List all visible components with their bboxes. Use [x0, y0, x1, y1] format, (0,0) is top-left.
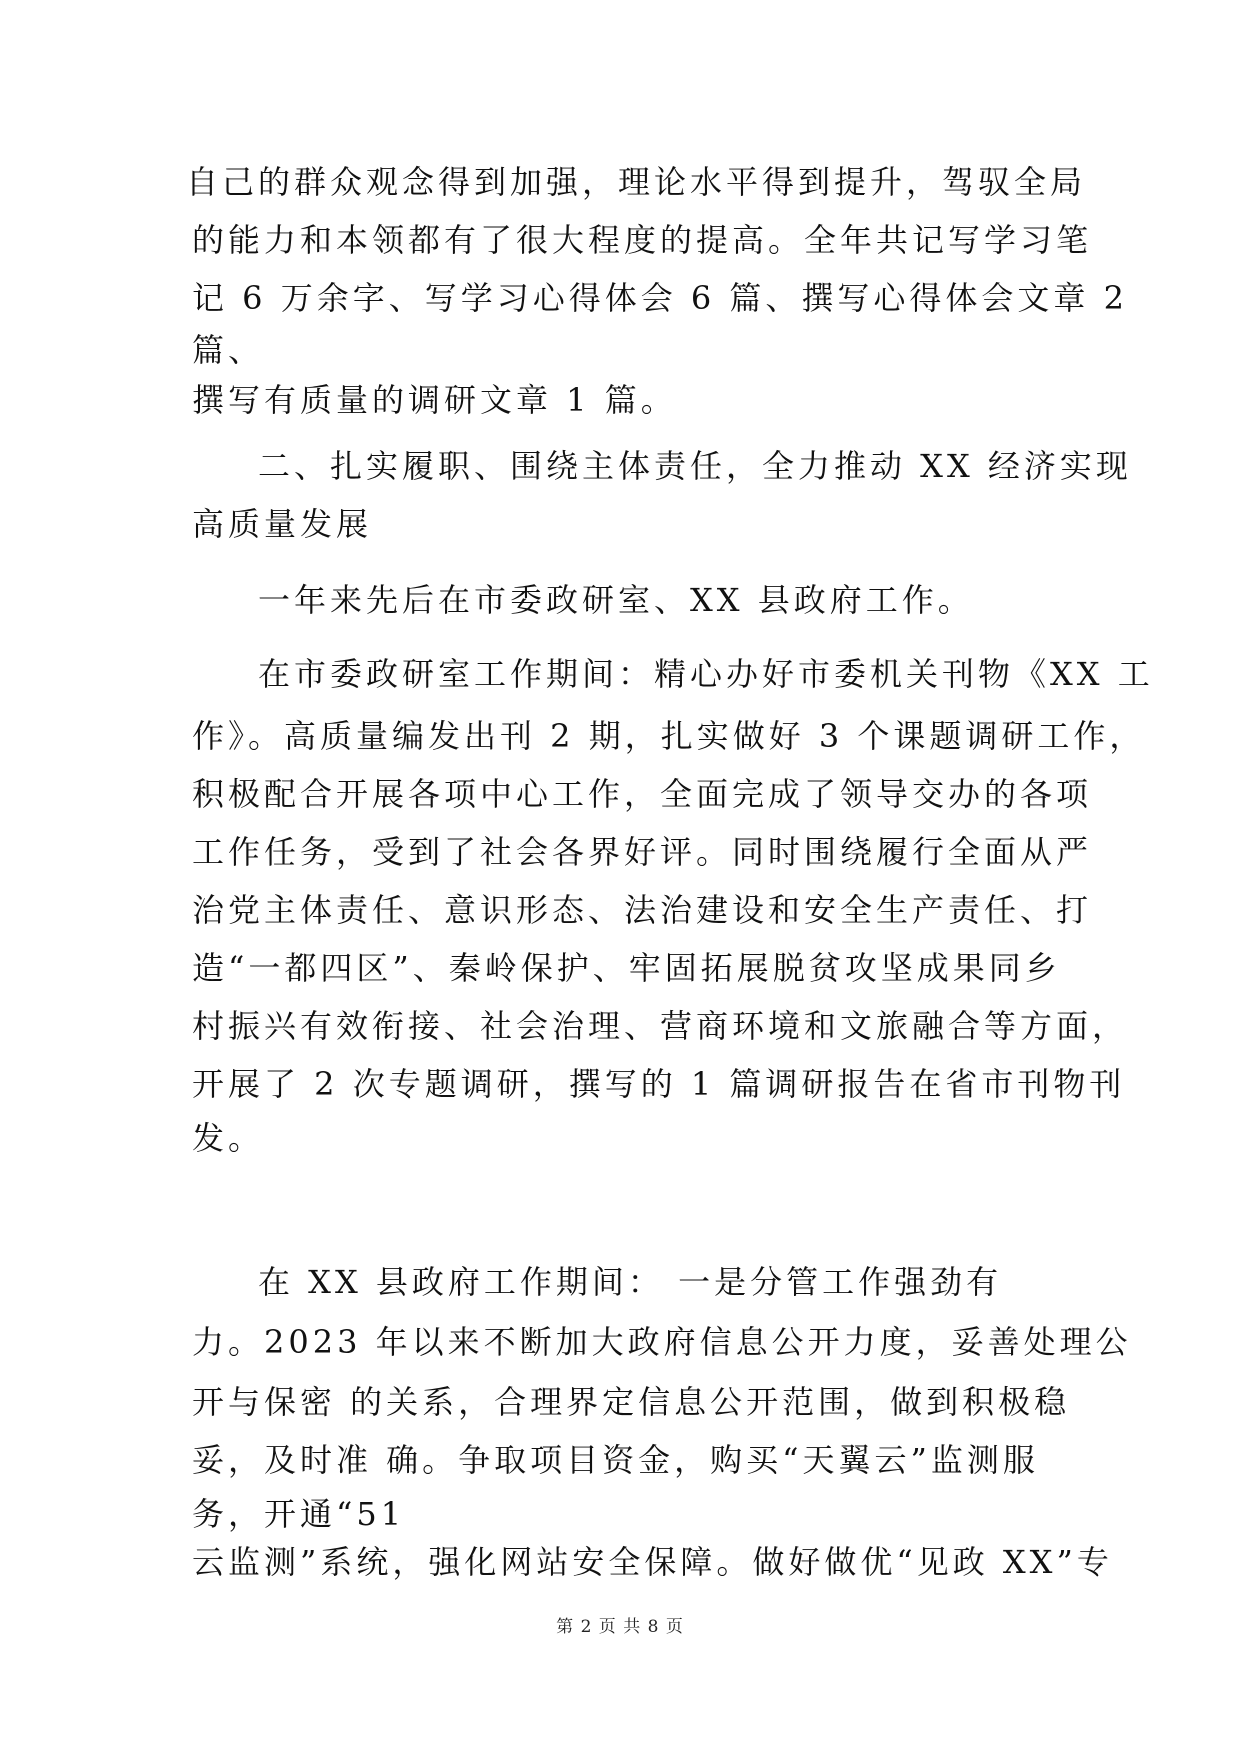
paragraph-4-line: 务，开通“51	[192, 1495, 406, 1533]
paragraph-4-line: 妥，及时准 确。争取项目资金，购买“天翼云”监测服	[192, 1441, 1039, 1479]
paragraph-4-line: 开与保密 的关系，合理界定信息公开范围，做到积极稳	[192, 1383, 1071, 1421]
paragraph-3-line: 开展了 2 次专题调研，撰写的 1 篇调研报告在省市刊物刊	[192, 1065, 1126, 1103]
paragraph-1-line: 篇、	[192, 331, 265, 369]
paragraph-1-line: 自己的群众观念得到加强，理论水平得到提升，驾驭全局	[186, 163, 1087, 201]
paragraph-3-line: 发。	[192, 1119, 265, 1157]
paragraph-4-line: 云监测”系统，强化网站安全保障。做好做优“见政 XX”专	[192, 1543, 1113, 1581]
paragraph-1-line: 记 6 万余字、写学习心得体会 6 篇、撰写心得体会文章 2	[192, 279, 1128, 317]
paragraph-4-line: 在 XX 县政府工作期间： 一是分管工作强劲有	[258, 1263, 1003, 1301]
paragraph-3-line: 工作任务，受到了社会各界好评。同时围绕履行全面从严	[192, 833, 1093, 871]
paragraph-3-line: 造“一都四区”、秦岭保护、牢固拓展脱贫攻坚成果同乡	[192, 949, 1061, 987]
paragraph-3-line: 治党主体责任、意识形态、法治建设和安全生产责任、打	[192, 891, 1093, 929]
section-heading-line: 二、扎实履职、围绕主体责任，全力推动 XX 经济实现	[258, 447, 1132, 485]
paragraph-2-line: 一年来先后在市委政研室、XX 县政府工作。	[258, 581, 974, 619]
section-heading-line: 高质量发展	[192, 505, 373, 543]
paragraph-3-line: 积极配合开展各项中心工作，全面完成了领导交办的各项	[192, 775, 1093, 813]
paragraph-1-line: 的能力和本领都有了很大程度的提高。全年共记写学习笔	[192, 221, 1093, 259]
paragraph-1-line: 撰写有质量的调研文章 1 篇。	[192, 381, 677, 419]
paragraph-3-line: 村振兴有效衔接、社会治理、营商环境和文旅融合等方面，	[192, 1007, 1129, 1045]
page-number: 第 2 页 共 8 页	[556, 1617, 684, 1637]
paragraph-3-line: 在市委政研室工作期间：精心办好市委机关刊物《XX 工	[258, 655, 1154, 693]
paragraph-3-line: 作》。高质量编发出刊 2 期，扎实做好 3 个课题调研工作，	[192, 717, 1146, 755]
paragraph-4-line: 力。2023 年以来不断加大政府信息公开力度，妥善处理公	[192, 1323, 1132, 1361]
